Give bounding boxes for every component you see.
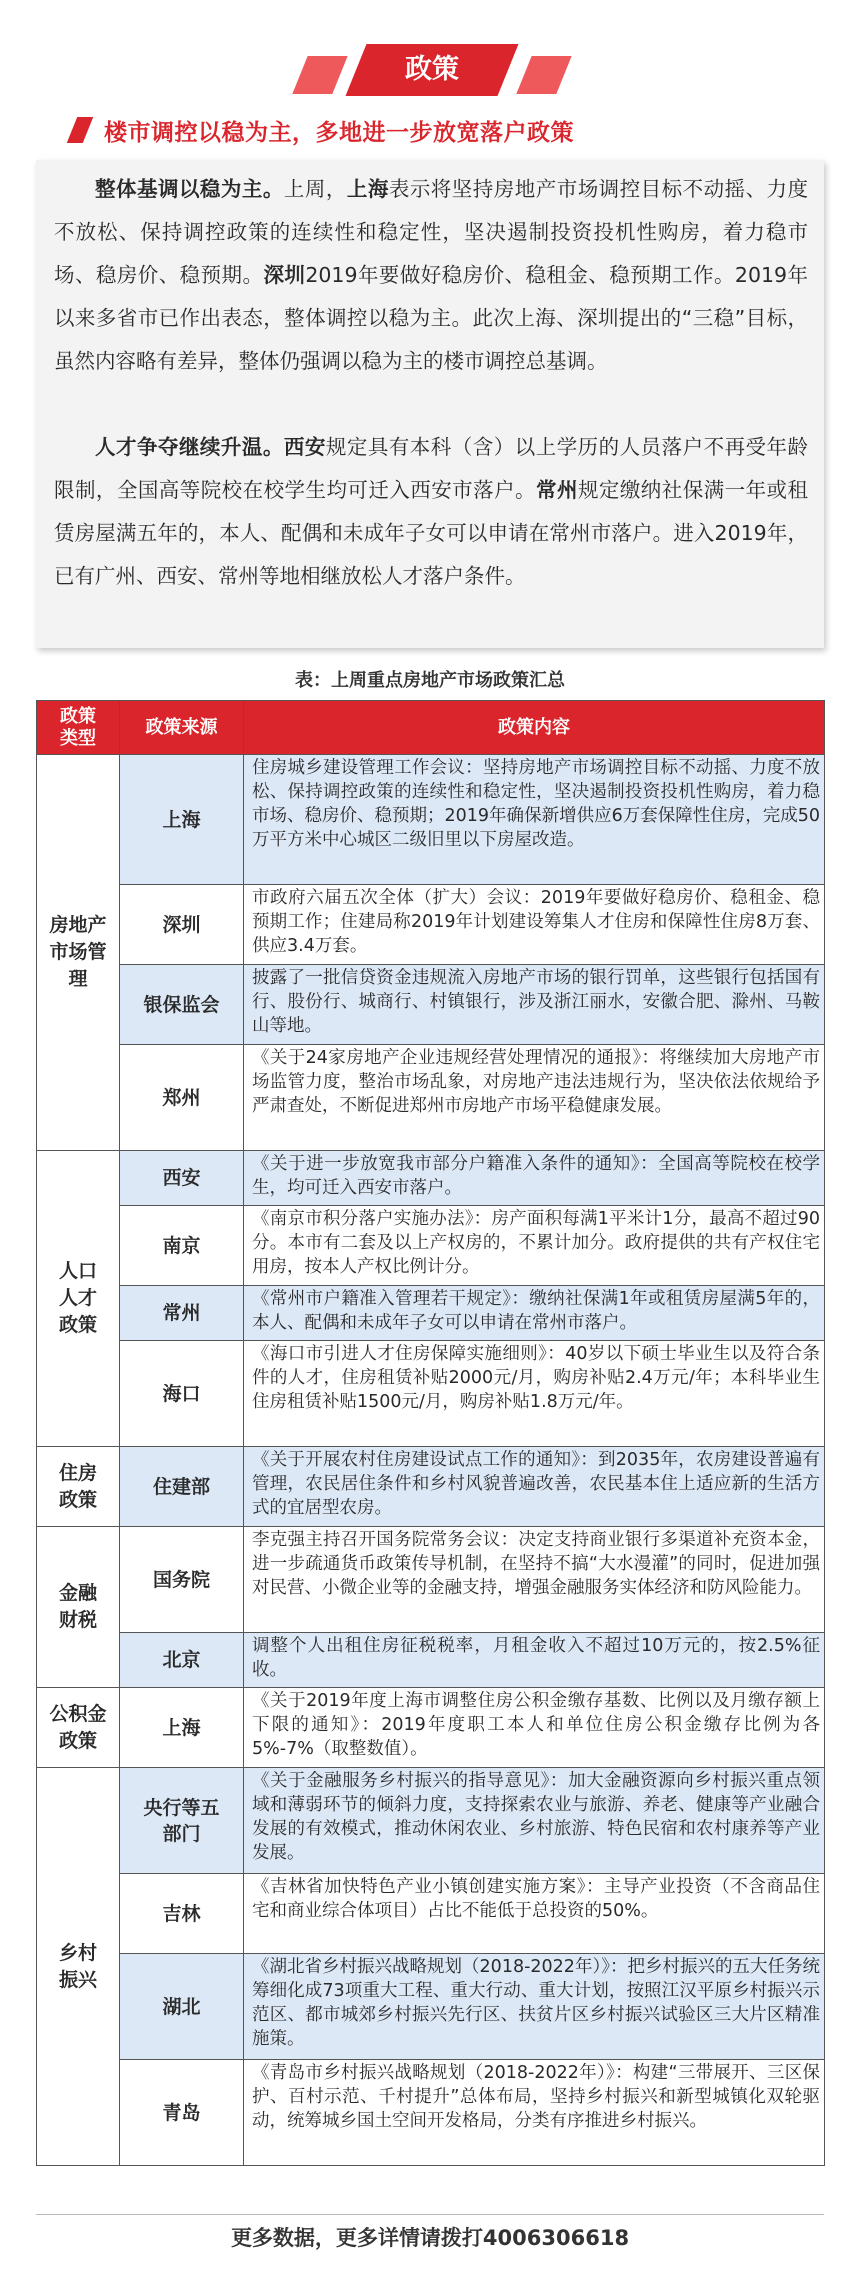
policy-table [36, 700, 825, 2166]
p1-shanghai: 上海 [346, 177, 389, 201]
p2-xian: 西安 [283, 435, 326, 459]
content-cell: 市政府六届五次全体（扩大）会议：2019年要做好稳房价、稳租金、稳预期工作；住建局称2019年计划建设筹集人才住房和保障性住房8万套、供应3.4万套。 [244, 885, 825, 965]
table-row [37, 1874, 825, 1954]
source-cell: 国务院 [120, 1527, 244, 1633]
p2-text-a: 规定具有本科（含）以上学历的人员落户不再受年龄限制，全国高等院校在校学生均可迁入西安市落户。 [54, 435, 809, 502]
content-cell: 《关于金融服务乡村振兴的指导意见》：加大金融资源向乡村振兴重点领域和薄弱环节的倾斜力度，支持探索农业与旅游、养老、健康等产业融合发展的有效模式，推动休闲农业、乡村旅游、特色民宿和农村康养等产业发展。 [244, 1768, 825, 1874]
content-cell: 《青岛市乡村振兴战略规划（2018-2022年）》：构建“三带展开、三区保护、百村示范、千村提升”总体布局，坚持乡村振兴和新型城镇化双轮驱动，统筹城乡国土空间开发格局，分类有序推进乡村振兴。 [244, 2060, 825, 2166]
table-row [37, 2060, 825, 2166]
table-row [37, 1954, 825, 2060]
content-cell: 住房城乡建设管理工作会议：坚持房地产市场调控目标不动摇、力度不放松、保持调控政策的连续性和稳定性，坚决遏制投资投机性购房，着力稳市场、稳房价、稳预期；2019年确保新增供应6万套保障性住房，完成50万平方米中心城区二级旧里以下房屋改造。 [244, 755, 825, 885]
source-cell: 西安 [120, 1151, 244, 1206]
p2-lead: 人才争夺继续升温。 [95, 435, 284, 459]
p1-text-c: 2019年要做好稳房价、稳租金、稳预期工作。2019年以来多省市已作出表态，整体调控以稳为主。此次上海、深圳提出的“三稳”目标，虽然内容略有差异，整体仍强调以稳为主的楼市调控总基调。 [54, 263, 809, 373]
source-cell: 吉林 [120, 1874, 244, 1954]
summary-paragraph-2 [54, 426, 808, 598]
header-policy-type: 政策类型 [37, 701, 120, 755]
source-cell: 湖北 [120, 1954, 244, 2060]
table-row [37, 1151, 825, 1206]
table-row [37, 1341, 825, 1447]
table-row [37, 1633, 825, 1688]
footer-contact: 更多数据，更多详情请拨打4006306618 [230, 2226, 630, 2250]
p1-text-b: 表示将坚持房地产市场调控目标不动摇、力度不放松、保持调控政策的连续性和稳定性，坚决遏制投资投机性购房，着力稳市场、稳房价、稳预期。 [54, 177, 809, 287]
table-row [37, 1688, 825, 1768]
content-cell: 《湖北省乡村振兴战略规划（2018-2022年）》：把乡村振兴的五大任务统筹细化成73项重大工程、重大行动、重大计划，按照江汉平原乡村振兴示范区、都市城郊乡村振兴先行区、扶贫片区乡村振兴试验区三大片区精准施策。 [244, 1954, 825, 2060]
source-cell: 郑州 [120, 1045, 244, 1151]
source-cell: 海口 [120, 1341, 244, 1447]
table-row [37, 1768, 825, 1874]
content-cell: 《海口市引进人才住房保障实施细则》：40岁以下硕士毕业生以及符合条件的人才，住房租赁补贴2000元/月，购房补贴2.4万元/年；本科毕业生住房租赁补贴1500元/月，购房补贴1.8万元/年。 [244, 1341, 825, 1447]
header-policy-content: 政策内容 [244, 701, 825, 755]
content-cell: 《关于开展农村住房建设试点工作的通知》：到2035年，农房建设普遍有管理，农民居住条件和乡村风貌普遍改善，农民基本住上适应新的生活方式的宜居型农房。 [244, 1447, 825, 1527]
p2-changzhou: 常州 [536, 478, 578, 502]
source-cell: 深圳 [120, 885, 244, 965]
content-cell: 《关于24家房地产企业违规经营处理情况的通报》：将继续加大房地产市场监管力度，整治市场乱象，对房地产违法违规行为，坚决依法依规给予严肃查处，不断促进郑州市房地产市场平稳健康发展。 [244, 1045, 825, 1151]
table-row [37, 1286, 825, 1341]
category-cell: 房地产市场管理 [37, 755, 120, 1151]
category-cell: 金融财税 [37, 1527, 120, 1688]
content-cell: 披露了一批信贷资金违规流入房地产市场的银行罚单，这些银行包括国有行、股份行、城商行、村镇银行，涉及浙江丽水，安徽合肥、滁州、马鞍山等地。 [244, 965, 825, 1045]
content-cell: 李克强主持召开国务院常务会议：决定支持商业银行多渠道补充资本金，进一步疏通货币政策传导机制，在坚持不搞“大水漫灌”的同时，促进加强对民营、小微企业等的金融支持，增强金融服务实体经济和防风险能力。 [244, 1527, 825, 1633]
summary-paragraph-1 [54, 168, 808, 383]
source-cell: 上海 [120, 755, 244, 885]
table-row [37, 885, 825, 965]
source-cell: 央行等五部门 [120, 1768, 244, 1874]
source-cell: 常州 [120, 1286, 244, 1341]
footer-divider [36, 2214, 824, 2215]
content-cell: 《关于2019年度上海市调整住房公积金缴存基数、比例以及月缴存额上下限的通知》：2019年度职工本人和单位住房公积金缴存比例为各5%-7%（取整数值）。 [244, 1688, 825, 1768]
header-policy-source: 政策来源 [120, 701, 244, 755]
category-cell: 公积金政策 [37, 1688, 120, 1768]
content-cell: 《关于进一步放宽我市部分户籍准入条件的通知》：全国高等院校在校学生，均可迁入西安市落户。 [244, 1151, 825, 1206]
table-row [37, 1447, 825, 1527]
table-row [37, 1527, 825, 1633]
section-title: 政策 [405, 54, 459, 85]
summary-card [36, 160, 824, 648]
p1-shenzhen: 深圳 [263, 263, 306, 287]
banner-stripe-right [516, 56, 571, 94]
content-cell: 《吉林省加快特色产业小镇创建实施方案》：主导产业投资（不含商品住宅和商业综合体项目）占比不能低于总投资的50%。 [244, 1874, 825, 1954]
table-row [37, 1045, 825, 1151]
content-cell: 《南京市积分落户实施办法》：房产面积每满1平米计1分，最高不超过90分。本市有二套及以上产权房的，不累计加分。政府提供的共有产权住宅用房，按本人产权比例计分。 [244, 1206, 825, 1286]
table-row [37, 965, 825, 1045]
source-cell: 南京 [120, 1206, 244, 1286]
source-cell: 住建部 [120, 1447, 244, 1527]
p1-lead: 整体基调以稳为主。 [95, 177, 284, 201]
table-header-row [37, 701, 825, 755]
p1-text-a: 上周， [283, 177, 347, 201]
banner-stripe-left [292, 56, 347, 94]
headline: 楼市调控以稳为主，多地进一步放宽落户政策 [104, 119, 574, 146]
content-cell: 《常州市户籍准入管理若干规定》：缴纳社保满1年或租赁房屋满5年的，本人、配偶和未成年子女可以申请在常州市落户。 [244, 1286, 825, 1341]
p2-text-b: 规定缴纳社保满一年或租赁房屋满五年的，本人、配偶和未成年子女可以申请在常州市落户。进入2019年，已有广州、西安、常州等地相继放松人才落户条件。 [54, 478, 809, 588]
category-cell: 乡村振兴 [37, 1768, 120, 2166]
source-cell: 青岛 [120, 2060, 244, 2166]
table-row [37, 755, 825, 885]
table-caption: 表：上周重点房地产市场政策汇总 [295, 670, 565, 691]
table-row [37, 1206, 825, 1286]
content-cell: 调整个人出租住房征税税率，月租金收入不超过10万元的，按2.5%征收。 [244, 1633, 825, 1688]
category-cell: 住房政策 [37, 1447, 120, 1527]
headline-marker-icon [67, 117, 94, 143]
headline-row [72, 113, 574, 147]
section-banner [0, 0, 860, 110]
source-cell: 北京 [120, 1633, 244, 1688]
source-cell: 上海 [120, 1688, 244, 1768]
source-cell: 银保监会 [120, 965, 244, 1045]
category-cell: 人口人才政策 [37, 1151, 120, 1447]
